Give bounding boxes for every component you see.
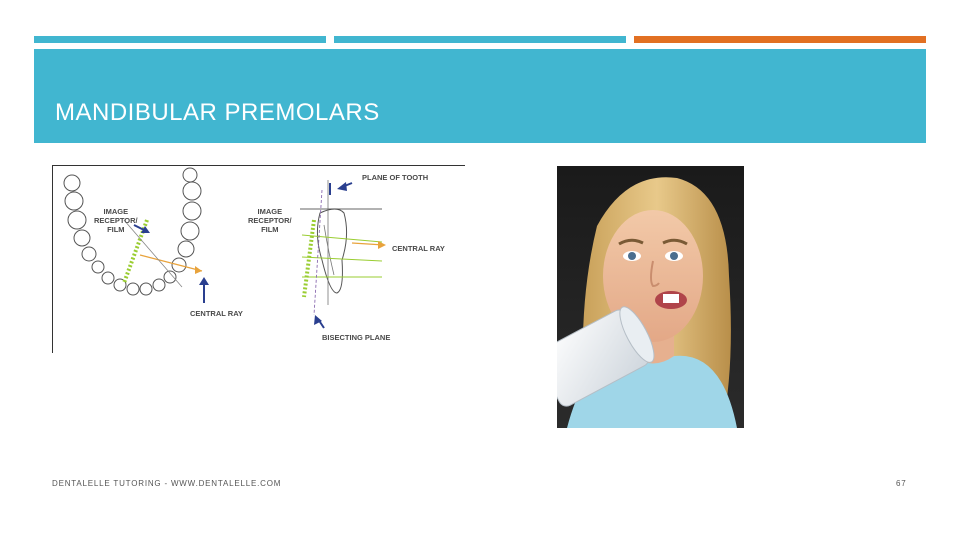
label-bisecting-plane: BISECTING PLANE	[322, 333, 391, 342]
label-image-receptor-right: IMAGE RECEPTOR/ FILM	[248, 207, 292, 234]
label-central-ray-left: CENTRAL RAY	[190, 309, 243, 318]
bisecting-technique-diagram	[52, 165, 465, 353]
top-accent-bar-3	[634, 36, 926, 43]
slide-title: MANDIBULAR PREMOLARS	[55, 99, 380, 126]
label-central-ray-right: CENTRAL RAY	[392, 244, 445, 253]
label-image-receptor-left: IMAGE RECEPTOR/ FILM	[94, 207, 138, 234]
title-banner	[34, 49, 926, 143]
footer-credit: DENTALELLE TUTORING - WWW.DENTALELLE.COM	[52, 479, 282, 488]
page-number: 67	[896, 479, 907, 488]
top-accent-bar-2	[334, 36, 626, 43]
label-plane-of-tooth: PLANE OF TOOTH	[362, 173, 429, 182]
diagram-graphic	[52, 165, 465, 353]
patient-xray-photo	[557, 166, 744, 428]
top-accent-bar-1	[34, 36, 326, 43]
